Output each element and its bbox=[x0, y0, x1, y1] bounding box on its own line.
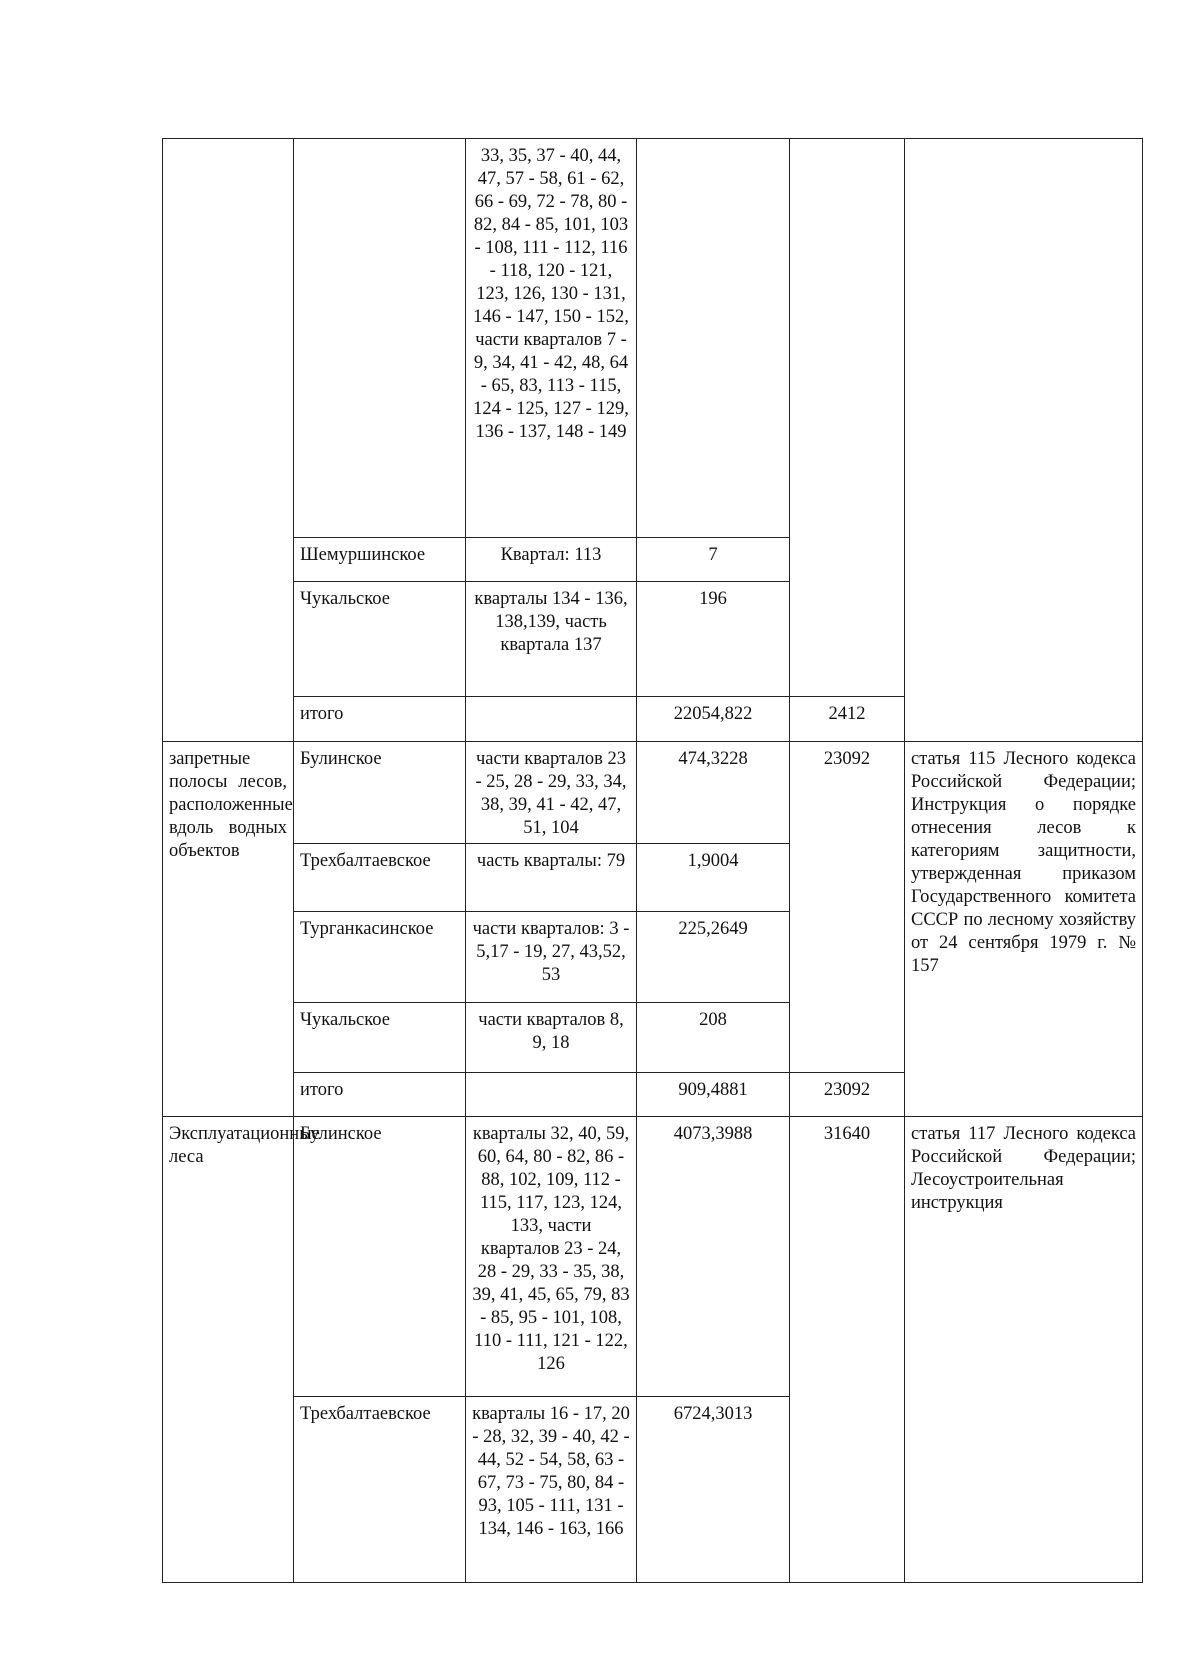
quarters-cell: части кварталов 23 - 25, 28 - 29, 33, 34, 38, 39, 41 - 42, 47, 51, 104 bbox=[466, 742, 637, 844]
area-total-value: 22054,822 bbox=[637, 697, 790, 742]
quarters-cell: часть кварталы: 79 bbox=[466, 843, 637, 911]
legal-basis-cell: статья 115 Лесного кодекса Российской Федерации; Инструкция о порядке отнесения лесов к категориям защитности, утвержденная приказом Государственного комитета СССР по лесному хозяйству от 24 сентября 1979 г. № 157 bbox=[905, 742, 1143, 1117]
forestry-cell: Чукальское bbox=[294, 582, 466, 697]
quarters-cell-empty bbox=[466, 1073, 637, 1117]
area-grand-total-value: 23092 bbox=[790, 1073, 905, 1117]
forest-category-table bbox=[162, 138, 1143, 1583]
table-row bbox=[163, 139, 1143, 538]
forestry-cell: Турганкасинское bbox=[294, 911, 466, 1003]
quarters-cell: Квартал: 113 bbox=[466, 537, 637, 582]
forestry-cell-empty bbox=[294, 139, 466, 538]
quarters-cell: части кварталов: 3 - 5,17 - 19, 27, 43,52, 53 bbox=[466, 911, 637, 1003]
forestry-cell: Шемуршинское bbox=[294, 537, 466, 582]
area-cell: 7 bbox=[637, 537, 790, 582]
area-total-cell: 23092 bbox=[790, 742, 905, 1073]
area-cell: 225,2649 bbox=[637, 911, 790, 1003]
category-cell: Эксплуатационные леса bbox=[163, 1117, 294, 1583]
quarters-cell: части кварталов 8, 9, 18 bbox=[466, 1003, 637, 1073]
forestry-cell: Трехбалтаевское bbox=[294, 1396, 466, 1582]
area-cell: 196 bbox=[637, 582, 790, 697]
area-total-cell-empty bbox=[790, 139, 905, 697]
area-cell: 474,3228 bbox=[637, 742, 790, 844]
quarters-cell: кварталы 32, 40, 59, 60, 64, 80 - 82, 86 - 88, 102, 109, 112 - 115, 117, 123, 124, 133, части кварталов 23 - 24, 28 - 29, 33 - 35, 38, 39, 41, 45, 65, 79, 83 - 85, 95 - 101, 108, 110 - 111, 121 - 122, 126 bbox=[466, 1117, 637, 1397]
total-label: итого bbox=[294, 697, 466, 742]
area-cell: 6724,3013 bbox=[637, 1396, 790, 1582]
area-cell: 208 bbox=[637, 1003, 790, 1073]
quarters-cell-empty bbox=[466, 697, 637, 742]
area-cell bbox=[637, 139, 790, 538]
legal-basis-cell: статья 117 Лесного кодекса Российской Федерации; Лесоустроительная инструкция bbox=[905, 1117, 1143, 1583]
quarters-cell: кварталы 16 - 17, 20 - 28, 32, 39 - 40, 42 - 44, 52 - 54, 58, 63 - 67, 73 - 75, 80, 84 - 93, 105 - 111, 131 - 134, 146 - 163, 166 bbox=[466, 1396, 637, 1582]
basis-cell-empty bbox=[905, 139, 1143, 742]
area-cell: 1,9004 bbox=[637, 843, 790, 911]
area-cell: 4073,3988 bbox=[637, 1117, 790, 1397]
quarters-cell: кварталы 134 - 136, 138,139, часть квартала 137 bbox=[466, 582, 637, 697]
table-row bbox=[163, 1117, 1143, 1397]
forestry-cell: Булинское bbox=[294, 1117, 466, 1397]
forestry-cell: Булинское bbox=[294, 742, 466, 844]
area-grand-total-value: 2412 bbox=[790, 697, 905, 742]
quarters-cell: 33, 35, 37 - 40, 44, 47, 57 - 58, 61 - 62, 66 - 69, 72 - 78, 80 - 82, 84 - 85, 101, 103 - 108, 111 - 112, 116 - 118, 120 - 121, 123, 126, 130 - 131, 146 - 147, 150 - 152, части кварталов 7 - 9, 34, 41 - 42, 48, 64 - 65, 83, 113 - 115, 124 - 125, 127 - 129, 136 - 137, 148 - 149 bbox=[466, 139, 637, 538]
table-row bbox=[163, 742, 1143, 844]
area-total-value: 909,4881 bbox=[637, 1073, 790, 1117]
area-total-cell: 31640 bbox=[790, 1117, 905, 1583]
forestry-cell: Чукальское bbox=[294, 1003, 466, 1073]
total-label: итого bbox=[294, 1073, 466, 1117]
category-cell: запретные полосы лесов, расположенные вдоль водных объектов bbox=[163, 742, 294, 1117]
forestry-cell: Трехбалтаевское bbox=[294, 843, 466, 911]
category-cell-empty bbox=[163, 139, 294, 742]
